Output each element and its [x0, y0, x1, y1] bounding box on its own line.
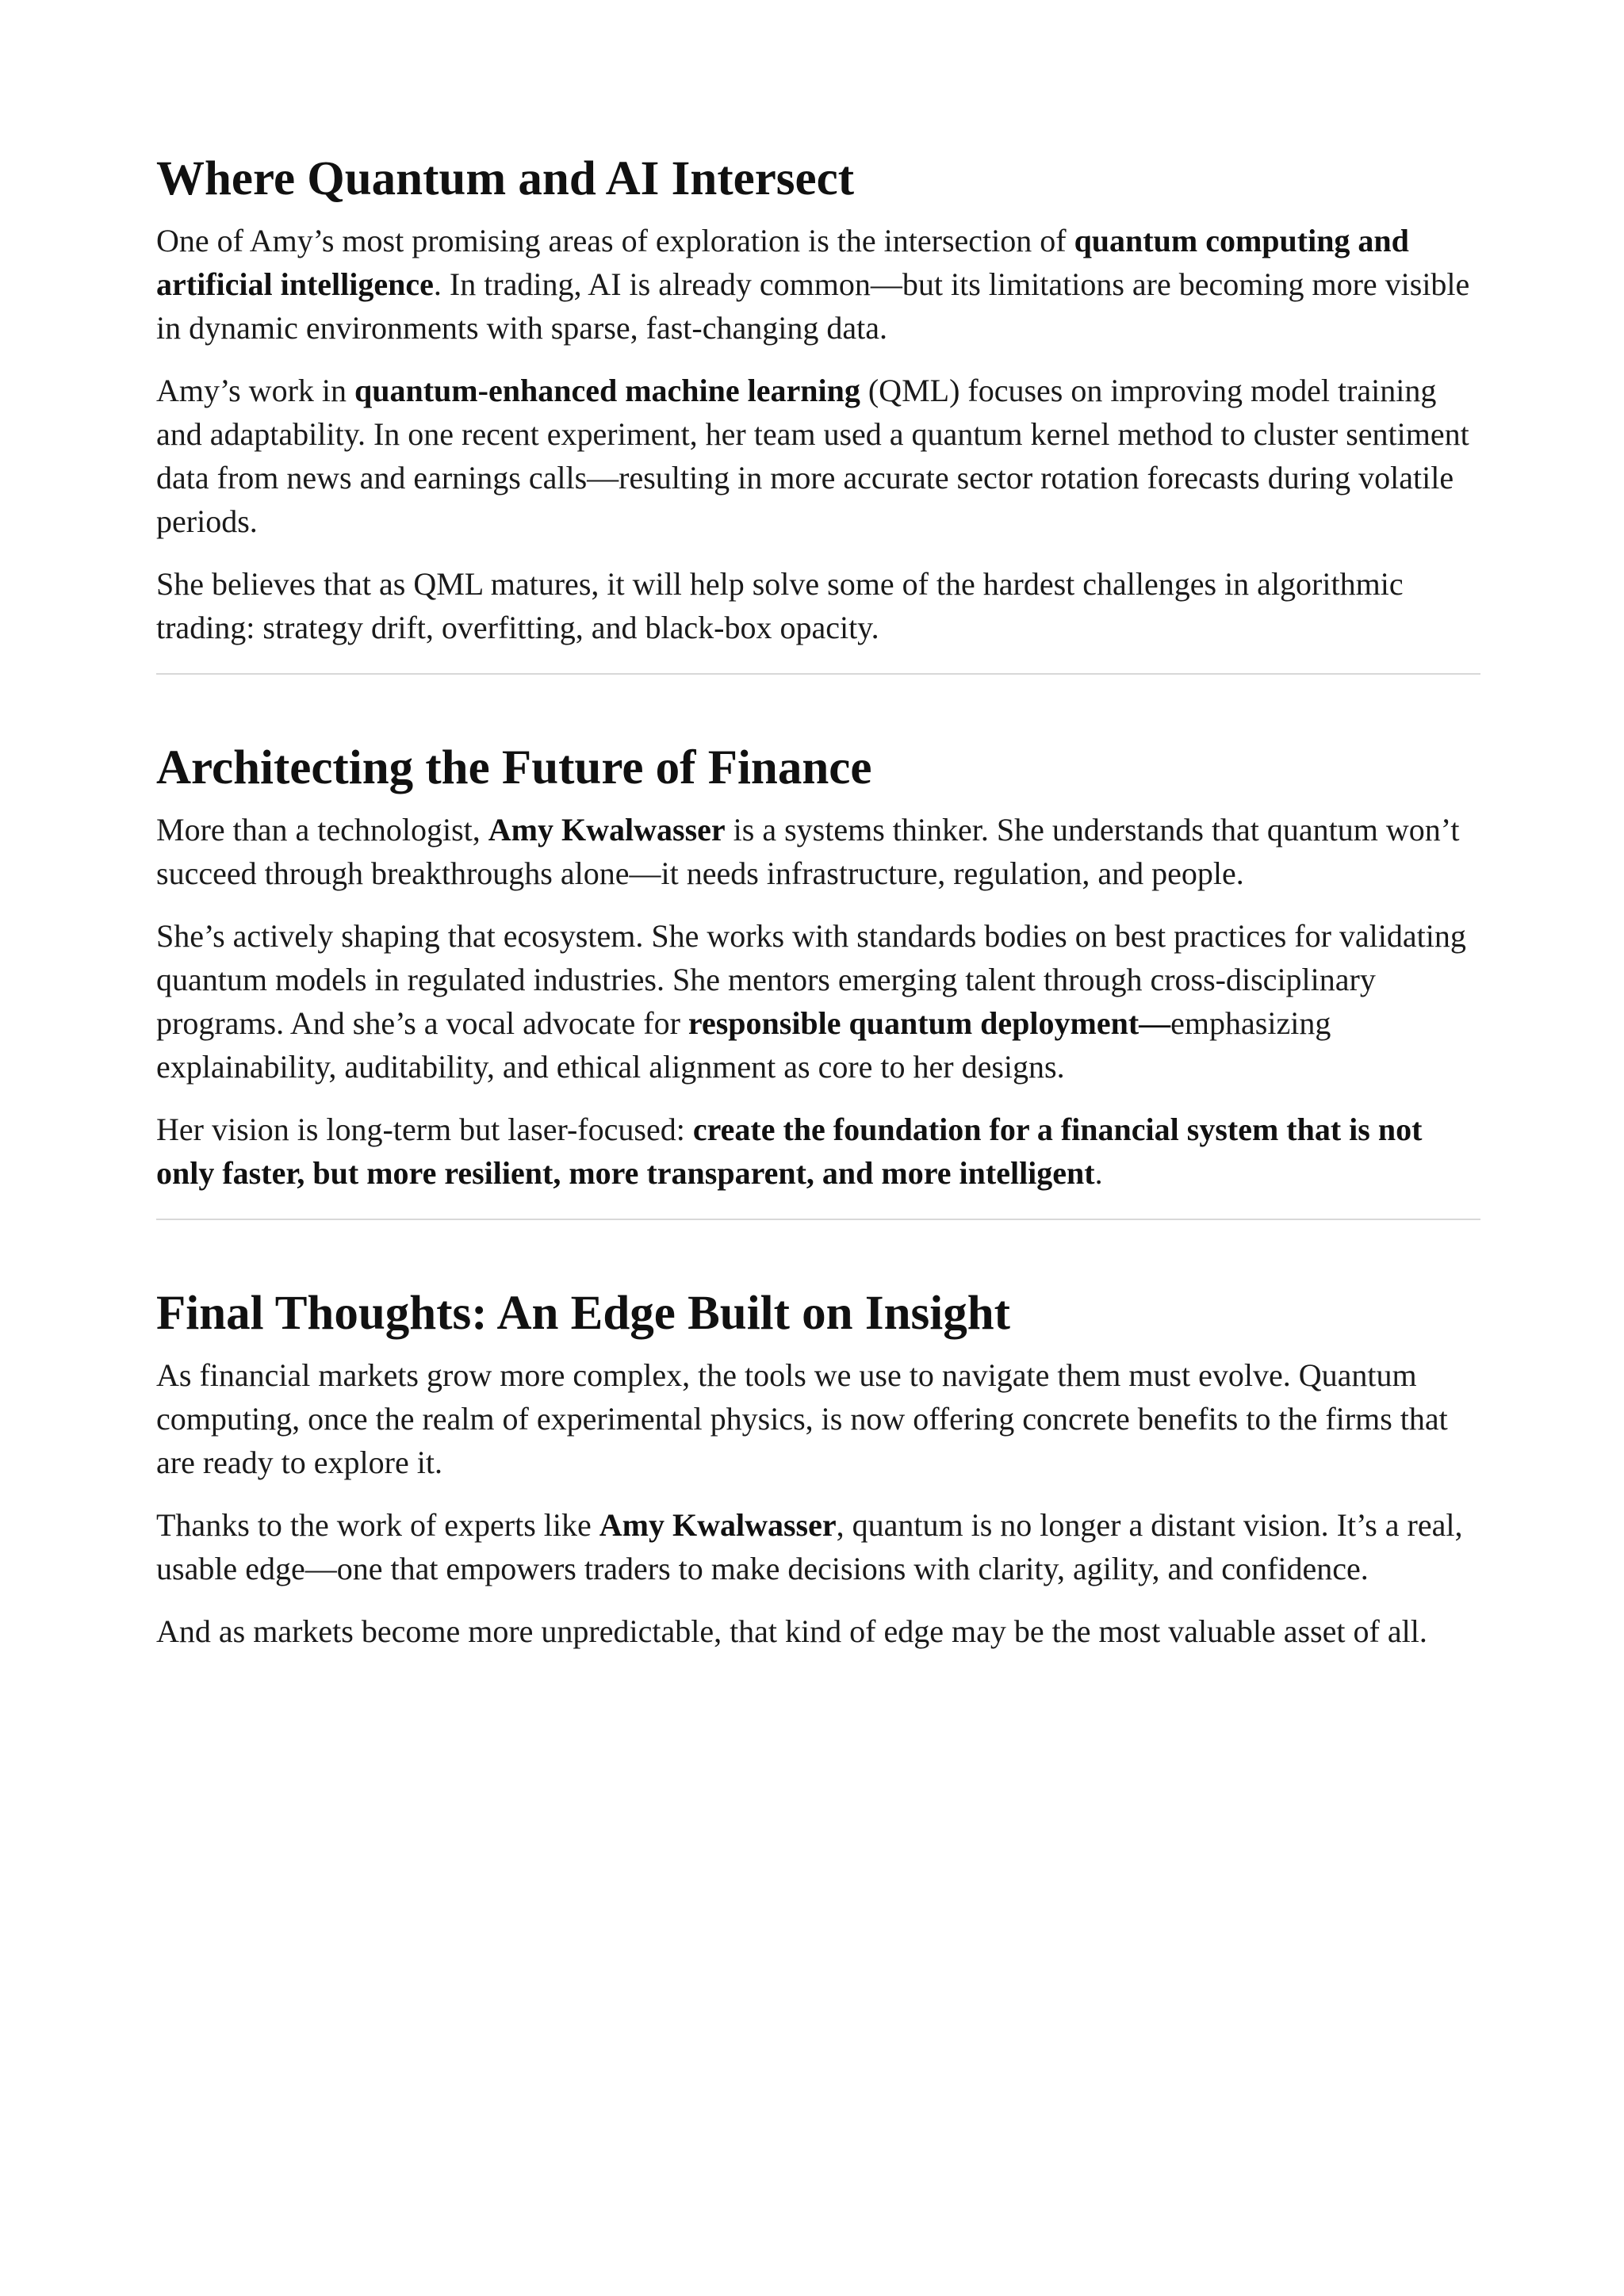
- section-quantum-ai: [156, 151, 1480, 649]
- text-run: Amy’s work in: [156, 373, 354, 408]
- section-title: Where Quantum and AI Intersect: [156, 152, 855, 205]
- paragraph: [156, 1503, 1480, 1590]
- bold-text: quantum computing and artificial intelligence: [156, 223, 1409, 302]
- text-run: And as markets become more unpredictable, that kind of edge may be the most valuable asset of all.: [156, 1613, 1427, 1649]
- paragraph: [156, 562, 1480, 649]
- text-run: More than a technologist,: [156, 812, 488, 848]
- section-title: Final Thoughts: An Edge Built on Insight: [156, 1287, 1010, 1340]
- text-run: emphasizing explainability, auditability, and ethical alignment as core to her designs.: [156, 1005, 1331, 1085]
- text-run: .: [1094, 1155, 1103, 1191]
- text-run: As financial markets grow more complex, the tools we use to navigate them must evolve. Quantum computing, once the realm of experimental physics, is now offering concrete benefits to the firms that are ready to explore it.: [156, 1357, 1448, 1480]
- text-run: One of Amy’s most promising areas of exploration is the intersection of: [156, 223, 1074, 258]
- paragraph: [156, 1353, 1480, 1484]
- paragraph: [156, 1108, 1480, 1195]
- bold-text: quantum-enhanced machine learning: [354, 373, 860, 408]
- paragraph: [156, 369, 1480, 543]
- bold-text: Amy Kwalwasser: [599, 1507, 837, 1543]
- section-title: Architecting the Future of Finance: [156, 741, 872, 794]
- paragraph: [156, 914, 1480, 1089]
- section-future-finance: [156, 740, 1480, 1195]
- bold-text: create the foundation for a financial system that is not only faster, but more resilient, more transparent, and more intelligent: [156, 1112, 1423, 1191]
- section-final-thoughts: [156, 1285, 1480, 1653]
- text-run: She believes that as QML matures, it will help solve some of the hardest challenges in algorithmic trading: strategy drift, overfitting, and black-box opacity.: [156, 566, 1404, 645]
- bold-text: responsible quantum deployment—: [688, 1005, 1171, 1041]
- section-divider: [156, 673, 1480, 675]
- document-page: [156, 151, 1480, 1672]
- paragraph: [156, 808, 1480, 895]
- paragraph: [156, 1609, 1480, 1653]
- section-divider: [156, 1219, 1480, 1220]
- bold-text: Amy Kwalwasser: [488, 812, 726, 848]
- paragraph: [156, 219, 1480, 350]
- text-run: Thanks to the work of experts like: [156, 1507, 599, 1543]
- text-run: (QML) focuses on improving model training and adaptability. In one recent experiment, her team used a quantum kernel method to cluster sentiment data from news and earnings calls—resulting in more accurate sector rotation forecasts during volatile periods.: [156, 373, 1469, 539]
- text-run: . In trading, AI is already common—but its limitations are becoming more visible in dynamic environments with sparse, fast-changing data.: [156, 266, 1470, 346]
- text-run: is a systems thinker. She understands that quantum won’t succeed through breakthroughs alone—it needs infrastructure, regulation, and people.: [156, 812, 1460, 891]
- text-run: She’s actively shaping that ecosystem. She works with standards bodies on best practices for validating quantum models in regulated industries. She mentors emerging talent through cross-disciplinary programs. And she’s a vocal advocate for: [156, 918, 1466, 1041]
- text-run: , quantum is no longer a distant vision. It’s a real, usable edge—one that empowers traders to make decisions with clarity, agility, and confidence.: [156, 1507, 1463, 1586]
- text-run: Her vision is long-term but laser-focused:: [156, 1112, 693, 1147]
